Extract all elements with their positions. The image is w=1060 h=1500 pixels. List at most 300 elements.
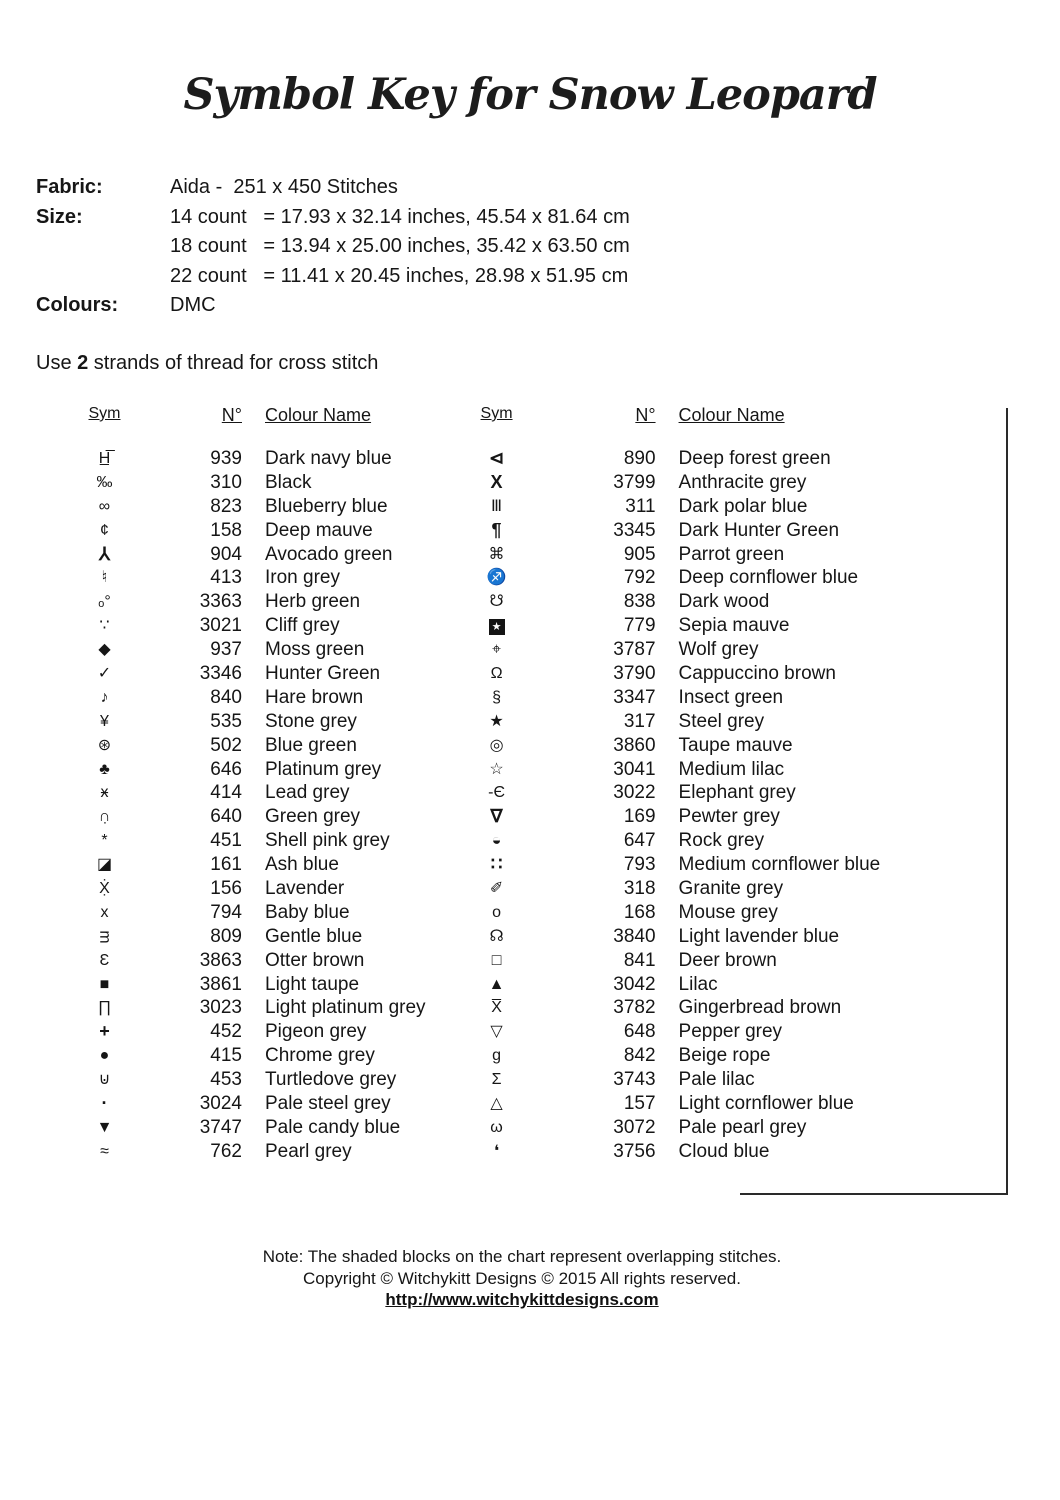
table-row — [466, 1140, 921, 1164]
num-cell: 310 — [210, 471, 242, 493]
name-cell: Green grey — [265, 806, 361, 828]
table-row — [466, 901, 921, 925]
sym-cell — [466, 761, 528, 779]
stitch-symbol: X — [490, 471, 503, 492]
sym-cell — [466, 1119, 528, 1137]
sym-cell — [62, 999, 147, 1017]
stitch-symbol: ▲ — [488, 975, 505, 993]
num-cell: 648 — [623, 1021, 656, 1043]
num-cell: 793 — [623, 854, 656, 876]
name-cell: Dark wood — [678, 591, 770, 613]
symbol-key-table — [0, 405, 1060, 1164]
strands-note — [36, 352, 378, 375]
sym-cell — [466, 713, 528, 731]
name-cell: Hunter Green — [265, 662, 381, 684]
size-line-22 — [36, 262, 630, 292]
strands-prefix: Use — [36, 352, 78, 374]
stitch-symbol: Ɛ — [99, 951, 110, 969]
name-cell: Stone grey — [265, 710, 357, 732]
num-cell: 904 — [210, 543, 242, 565]
stitch-symbol: ӿ — [100, 784, 109, 802]
name-cell: Blue green — [265, 734, 357, 756]
table-row — [62, 662, 426, 686]
sym-cell — [62, 808, 147, 826]
num-cell: 158 — [210, 519, 242, 541]
table-border-bottom — [740, 1193, 1008, 1195]
table-row — [466, 686, 921, 710]
num-cell: 3743 — [613, 1069, 656, 1091]
stitch-symbol: ♣ — [99, 760, 110, 778]
table-row — [62, 1068, 426, 1092]
table-row — [62, 829, 426, 853]
stitch-symbol: ‰ — [96, 473, 113, 491]
sym-cell — [62, 880, 147, 898]
header-colour-name: Colour Name — [265, 405, 372, 425]
key-column-left — [62, 405, 426, 1164]
footer — [0, 1246, 1044, 1311]
num-cell: 809 — [210, 925, 242, 947]
sym-cell — [466, 1047, 528, 1065]
sym-cell — [62, 1022, 147, 1042]
table-row — [62, 925, 426, 949]
name-cell: Pewter grey — [678, 806, 780, 828]
size-value-14: 14 count = 17.93 x 32.14 inches, 45.54 x 81.64 cm — [170, 205, 630, 228]
sym-cell — [466, 832, 528, 850]
name-cell: Deep mauve — [265, 519, 373, 541]
name-cell: Deer brown — [678, 949, 777, 971]
stitch-symbol: ■ — [99, 975, 110, 993]
stitch-symbol: * — [101, 832, 108, 850]
size-line-14 — [36, 203, 630, 233]
table-row — [466, 543, 921, 567]
name-cell: Dark Hunter Green — [678, 519, 840, 541]
table-row — [466, 495, 921, 519]
num-cell: 3861 — [199, 973, 242, 995]
table-row — [62, 996, 426, 1020]
num-cell: 414 — [210, 782, 242, 804]
num-cell: 3024 — [199, 1092, 242, 1114]
name-cell: Gentle blue — [265, 925, 363, 947]
sym-cell — [466, 498, 528, 516]
stitch-symbol: ⅄ — [99, 543, 110, 564]
table-row — [62, 1116, 426, 1140]
sym-cell — [466, 449, 528, 469]
sym-cell — [466, 855, 528, 875]
num-cell: 535 — [210, 710, 242, 732]
stitch-symbol: Ω — [490, 664, 503, 682]
name-cell: Lavender — [265, 877, 345, 899]
sym-cell — [62, 1071, 147, 1089]
stitch-symbol: ¶ — [491, 519, 502, 540]
num-cell: 842 — [623, 1045, 656, 1067]
num-cell: 640 — [210, 806, 242, 828]
table-row — [62, 1140, 426, 1164]
table-row — [62, 1044, 426, 1068]
name-cell: Chrome grey — [265, 1045, 375, 1067]
fabric-label: Fabric: — [36, 176, 103, 198]
name-cell: Moss green — [265, 639, 365, 661]
sym-cell — [62, 976, 147, 994]
sym-cell — [466, 784, 528, 802]
table-row — [466, 662, 921, 686]
num-cell: 794 — [210, 901, 242, 923]
name-cell: Rock grey — [678, 830, 765, 852]
table-row — [62, 877, 426, 901]
sym-cell — [466, 952, 528, 970]
sym-cell — [62, 522, 147, 540]
sym-cell — [62, 856, 147, 874]
stitch-symbol: ∷ — [490, 854, 503, 875]
stitch-symbol: · — [101, 1092, 108, 1113]
sym-cell — [466, 689, 528, 707]
stitch-symbol: ♐ — [486, 569, 507, 587]
num-cell: 452 — [210, 1021, 242, 1043]
sym-cell — [62, 1094, 147, 1114]
footer-copyright: Copyright © Witchykitt Designs © 2015 All rights reserved. — [303, 1268, 741, 1288]
num-cell: 646 — [210, 758, 242, 780]
header-num: N° — [221, 405, 242, 425]
stitch-symbol: ¥ — [100, 712, 109, 730]
table-row — [62, 973, 426, 997]
sym-cell — [62, 737, 147, 755]
table-row — [62, 758, 426, 782]
sym-cell — [466, 569, 528, 587]
footer-note: Note: The shaded blocks on the chart represent overlapping stitches. — [262, 1247, 782, 1266]
stitch-symbol: ∏ — [97, 999, 112, 1017]
stitch-symbol: ★ — [489, 619, 505, 635]
stitch-symbol: g — [492, 1047, 501, 1065]
stitch-symbol: ∞ — [98, 497, 111, 515]
stitch-symbol: ∩̣ — [98, 808, 111, 826]
page-title: Symbol Key for Snow Leopard — [183, 70, 877, 120]
num-cell: 939 — [210, 447, 242, 469]
table-row — [62, 614, 426, 638]
num-cell: 311 — [625, 495, 656, 517]
sym-cell — [466, 473, 528, 493]
table-row — [466, 829, 921, 853]
table-row — [466, 566, 921, 590]
sym-cell — [466, 1071, 528, 1089]
stitch-symbol: H̲̅ — [98, 449, 111, 467]
num-cell: 3799 — [613, 471, 656, 493]
stitch-symbol: ❛ — [493, 1142, 500, 1160]
num-cell: 890 — [623, 447, 656, 469]
num-cell: 3756 — [613, 1140, 656, 1162]
stitch-symbol: ◒ — [491, 832, 502, 850]
footer-url-link[interactable]: http://www.witchykittdesigns.com — [385, 1290, 659, 1309]
sym-cell — [466, 737, 528, 755]
name-cell: Cappuccino brown — [678, 662, 836, 684]
sym-cell — [62, 474, 147, 492]
sym-cell — [62, 450, 147, 468]
name-cell: Parrot green — [678, 543, 785, 565]
stitch-symbol: ☆ — [489, 760, 504, 778]
num-cell: 161 — [210, 854, 242, 876]
sym-cell — [466, 1023, 528, 1041]
header-sym: Sym — [88, 405, 121, 422]
stitch-symbol: Ẋ̣ — [99, 879, 110, 897]
table-row — [466, 447, 921, 471]
name-cell: Medium cornflower blue — [678, 854, 881, 876]
key-rows-right — [466, 447, 921, 1164]
key-header-right — [466, 405, 921, 426]
name-cell: Dark polar blue — [678, 495, 808, 517]
name-cell: Light taupe — [265, 973, 360, 995]
table-row — [466, 949, 921, 973]
stitch-symbol: ◎ — [489, 736, 504, 754]
size-label-spacer-1 — [36, 232, 170, 262]
stitch-symbol: ⌖ — [492, 641, 502, 659]
name-cell: Light cornflower blue — [678, 1092, 854, 1114]
name-cell: Sepia mauve — [678, 615, 790, 637]
table-row — [62, 781, 426, 805]
name-cell: Ash blue — [265, 854, 339, 876]
num-cell: 792 — [623, 567, 656, 589]
table-row — [62, 734, 426, 758]
num-cell: 156 — [210, 877, 242, 899]
table-row — [62, 1092, 426, 1116]
table-row — [62, 519, 426, 543]
colours-value: DMC — [170, 294, 216, 316]
name-cell: Light platinum grey — [265, 997, 426, 1019]
stitch-symbol: ▽ — [490, 1023, 503, 1041]
name-cell: Dark navy blue — [265, 447, 392, 469]
sym-cell — [62, 665, 147, 683]
name-cell: Herb green — [265, 591, 361, 613]
size-label: Size: — [36, 205, 83, 228]
num-cell: 841 — [623, 949, 656, 971]
name-cell: Light lavender blue — [678, 925, 840, 947]
sym-cell — [62, 617, 147, 635]
table-row — [62, 805, 426, 829]
stitch-symbol: Σ — [491, 1071, 502, 1089]
name-cell: Otter brown — [265, 949, 365, 971]
name-cell: Lilac — [678, 973, 718, 995]
num-cell: 905 — [623, 543, 656, 565]
name-cell: Platinum grey — [265, 758, 382, 780]
num-cell: 3363 — [199, 591, 242, 613]
num-cell: 157 — [623, 1092, 656, 1114]
num-cell: 413 — [210, 567, 242, 589]
fabric-info-block — [36, 173, 630, 321]
num-cell: 3345 — [613, 519, 656, 541]
sym-cell — [62, 952, 147, 970]
table-row — [62, 686, 426, 710]
stitch-symbol: § — [492, 688, 501, 706]
table-row — [466, 1092, 921, 1116]
sym-cell — [62, 498, 147, 516]
name-cell: Cloud blue — [678, 1140, 770, 1162]
stitch-symbol: ▼ — [96, 1118, 113, 1136]
stitch-symbol: ∵ — [99, 617, 110, 635]
num-cell: 3041 — [613, 758, 656, 780]
num-cell: 3863 — [199, 949, 242, 971]
table-row — [466, 925, 921, 949]
table-row — [466, 638, 921, 662]
footer-url-line — [0, 1289, 1044, 1311]
sym-cell — [466, 641, 528, 659]
table-row — [466, 1116, 921, 1140]
table-row — [466, 1020, 921, 1044]
num-cell: 937 — [210, 639, 242, 661]
sym-cell — [62, 761, 147, 779]
stitch-symbol: ☊ — [489, 927, 504, 945]
size-value-22: 22 count = 11.41 x 20.45 inches, 28.98 x 51.95 cm — [170, 264, 629, 287]
stitch-symbol: ✓ — [97, 664, 112, 682]
num-cell: 838 — [623, 591, 656, 613]
stitch-symbol: ☋ — [489, 593, 504, 611]
key-table-columns — [0, 405, 1060, 1164]
stitch-symbol: ¢ — [100, 521, 109, 539]
sym-cell — [466, 1143, 528, 1161]
sym-cell — [466, 880, 528, 898]
fabric-value: Aida - 251 x 450 Stitches — [170, 176, 398, 198]
sym-cell — [466, 665, 528, 683]
stitch-symbol: -Є — [488, 784, 505, 802]
name-cell: Medium lilac — [678, 758, 785, 780]
num-cell: 169 — [623, 806, 656, 828]
size-label-spacer-2 — [36, 262, 170, 292]
table-row — [466, 710, 921, 734]
stitch-symbol: ◆ — [98, 641, 111, 659]
table-row — [466, 1044, 921, 1068]
table-row — [62, 543, 426, 567]
stitch-symbol: ∇ — [490, 806, 503, 827]
num-cell: 3022 — [613, 782, 656, 804]
name-cell: Black — [265, 471, 312, 493]
header-sym: Sym — [480, 405, 513, 422]
stitch-symbol: ◪ — [96, 856, 113, 874]
num-cell: 647 — [623, 830, 656, 852]
table-row — [62, 590, 426, 614]
stitch-symbol: x — [100, 903, 109, 921]
num-cell: 3787 — [613, 639, 656, 661]
table-row — [62, 710, 426, 734]
sym-cell — [466, 807, 528, 827]
name-cell: Wolf grey — [678, 639, 759, 661]
name-cell: Avocado green — [265, 543, 393, 565]
sym-cell — [62, 928, 147, 946]
name-cell: Pale candy blue — [265, 1116, 401, 1138]
sym-cell — [466, 593, 528, 611]
table-row — [62, 901, 426, 925]
name-cell: Steel grey — [678, 710, 765, 732]
sym-cell — [62, 1119, 147, 1137]
table-row — [466, 758, 921, 782]
num-cell: 453 — [210, 1069, 242, 1091]
sym-cell — [62, 1047, 147, 1065]
sym-cell — [466, 521, 528, 541]
table-row — [466, 781, 921, 805]
num-cell: 317 — [623, 710, 656, 732]
name-cell: Pepper grey — [678, 1021, 783, 1043]
table-row — [466, 973, 921, 997]
num-cell: 3042 — [613, 973, 656, 995]
table-row — [466, 877, 921, 901]
strands-count: 2 — [77, 352, 89, 374]
table-row — [62, 1020, 426, 1044]
sym-cell — [62, 1143, 147, 1161]
num-cell: 415 — [210, 1045, 242, 1067]
stitch-symbol: ⊛ — [97, 736, 112, 754]
stitch-symbol: △ — [490, 1094, 503, 1112]
name-cell: Taupe mauve — [678, 734, 793, 756]
table-row — [466, 614, 921, 638]
name-cell: Pigeon grey — [265, 1021, 367, 1043]
sym-cell — [62, 641, 147, 659]
stitch-symbol: ⌘ — [488, 545, 505, 563]
stitch-symbol: □ — [491, 951, 502, 969]
table-row — [62, 495, 426, 519]
name-cell: Iron grey — [265, 567, 340, 589]
num-cell: 3840 — [613, 925, 656, 947]
num-cell: 3021 — [199, 615, 242, 637]
sym-cell — [466, 546, 528, 564]
table-row — [466, 996, 921, 1020]
strands-suffix: strands of thread for cross stitch — [88, 352, 379, 374]
name-cell: Granite grey — [678, 877, 784, 899]
stitch-symbol: ᴟ — [99, 927, 110, 945]
name-cell: Deep cornflower blue — [678, 567, 859, 589]
name-cell: Hare brown — [265, 686, 364, 708]
num-cell: 3072 — [613, 1116, 656, 1138]
name-cell: Pale lilac — [678, 1069, 755, 1091]
sym-cell — [62, 545, 147, 565]
stitch-symbol: ⊲ — [489, 447, 505, 468]
table-row — [466, 853, 921, 877]
sym-cell — [62, 904, 147, 922]
name-cell: Anthracite grey — [678, 471, 807, 493]
name-cell: Gingerbread brown — [678, 997, 842, 1019]
num-cell: 168 — [623, 901, 656, 923]
table-row — [466, 1068, 921, 1092]
stitch-symbol: o — [492, 903, 501, 921]
name-cell: Lead grey — [265, 782, 350, 804]
sym-cell — [62, 569, 147, 587]
sym-cell — [466, 617, 528, 635]
name-cell: Deep forest green — [678, 447, 831, 469]
num-cell: 823 — [210, 495, 242, 517]
key-column-right — [466, 405, 921, 1164]
table-row — [62, 471, 426, 495]
key-rows-left — [62, 447, 426, 1164]
sym-cell — [466, 904, 528, 922]
stitch-symbol: ● — [99, 1047, 110, 1065]
sym-cell — [62, 832, 147, 850]
name-cell: Baby blue — [265, 901, 350, 923]
size-value-18: 18 count = 13.94 x 25.00 inches, 35.42 x 63.50 cm — [170, 235, 630, 257]
stitch-symbol: ⊍ — [98, 1071, 111, 1089]
stitch-symbol: X̅ — [491, 999, 502, 1017]
header-colour-name: Colour Name — [678, 405, 785, 425]
sym-cell — [62, 713, 147, 731]
fabric-line — [36, 173, 630, 203]
sym-cell — [466, 928, 528, 946]
num-cell: 762 — [210, 1140, 242, 1162]
table-row — [466, 519, 921, 543]
table-row — [62, 949, 426, 973]
name-cell: Mouse grey — [678, 901, 778, 923]
name-cell: Beige rope — [678, 1045, 771, 1067]
name-cell: Pale steel grey — [265, 1092, 391, 1114]
num-cell: 318 — [623, 877, 656, 899]
num-cell: 3023 — [199, 997, 242, 1019]
num-cell: 3347 — [613, 686, 656, 708]
name-cell: Pale pearl grey — [678, 1116, 807, 1138]
table-row — [466, 734, 921, 758]
num-cell: 3346 — [199, 662, 242, 684]
num-cell: 3790 — [613, 662, 656, 684]
